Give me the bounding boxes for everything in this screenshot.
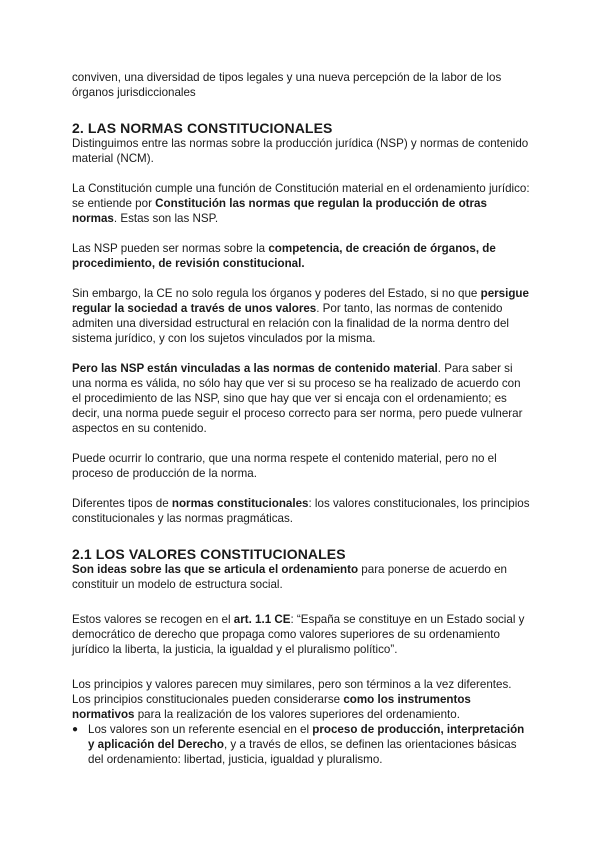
text-run: para ponerse de acuerdo en constituir un modelo de estructura social.: [72, 563, 507, 591]
text-run: La Constitución cumple una función de Constitución material en el ordenamiento jurídico: se entiende por: [72, 182, 530, 210]
section-2-paragraph-2: [72, 181, 532, 226]
section-2-paragraph-4: [72, 286, 532, 346]
bold-text-run: Pero las NSP están vinculadas a las normas de contenido material: [72, 362, 438, 375]
text-run: Estos valores se recogen en el: [72, 613, 234, 626]
bold-text-run: como los instrumentos normativos: [72, 693, 471, 721]
section-2-paragraph-6: Puede ocurrir lo contrario, que una norma respete el contenido material, pero no el proceso de producción de la norma.: [72, 452, 497, 480]
text-run: . Para saber si una norma es válida, no sólo hay que ver si su proceso se ha realizado de acuerdo con el procedimiento de las NSP, sino que hay que ver si encaja con el ordenamiento; es decir, una norma puede seguir el proceso correcto para ser norma, pero puede vulnerar aspectos en su contenido.: [72, 362, 523, 435]
text-run: Sin embargo, la CE no solo regula los órganos y poderes del Estado, si no que: [72, 287, 481, 300]
intro-text: conviven, una diversidad de tipos legales y una nueva percepción de la labor de los órganos jurisdiccionales: [72, 71, 502, 99]
text-run: Los valores son un referente esencial en el: [88, 723, 313, 736]
section-2-1-heading: 2.1 LOS VALORES CONSTITUCIONALES: [72, 546, 346, 562]
section-2-heading: 2. LAS NORMAS CONSTITUCIONALES: [72, 120, 333, 136]
bold-text-run: art. 1.1 CE: [233, 613, 291, 626]
list-item: [72, 722, 532, 767]
section-2-paragraph-3: [72, 241, 532, 271]
bullet-icon: ●: [72, 724, 79, 735]
text-run: : “España se constituye en un Estado social y democrático de derecho que propaga como valores superiores de su ordenamiento jurídico la liberta, la justicia, la igualdad y el pluralismo político”.: [72, 613, 525, 656]
bold-text-run: proceso de producción, interpretación y aplicación del Derecho: [88, 723, 525, 751]
intro-paragraph: [72, 70, 532, 100]
section-2-paragraph-1: Distinguimos entre las normas sobre la producción jurídica (NSP) y normas de contenido material (NCM).: [72, 137, 529, 165]
bold-text-run: persigue regular la sociedad a través de unos valores: [72, 287, 529, 315]
text-run: : los valores constitucionales, los principios constitucionales y las normas pragmáticas.: [72, 497, 530, 525]
section-2-paragraph-7: [72, 496, 532, 526]
text-run: para la realización de los valores superiores del ordenamiento.: [134, 708, 460, 721]
bold-text-run: Constitución las normas que regulan la producción de otras normas: [72, 197, 487, 225]
section-2-paragraph-5: [72, 361, 532, 436]
document-page: [72, 70, 532, 767]
text-run: Los principios y valores parecen muy similares, pero son términos a la vez diferentes. Los principios constitucionales pueden considerarse: [72, 678, 512, 706]
bold-text-run: Son ideas sobre las que se articula el ordenamiento: [72, 563, 359, 576]
text-run: Diferentes tipos de: [72, 497, 172, 510]
text-run: . Por tanto, las normas de contenido admiten una diversidad estructural en relación con la finalidad de la norma dentro del sistema jurídico, y con los sujetos vinculados por la misma.: [72, 302, 509, 345]
text-run: . Estas son las NSP.: [113, 212, 219, 225]
text-run: , y a través de ellos, se definen las orientaciones básicas del ordenamiento: libertad, justicia, igualdad y pluralismo.: [88, 738, 517, 766]
section-2-1-paragraph-1: [72, 562, 532, 592]
bold-text-run: normas constitucionales: [171, 497, 309, 510]
values-bullet-list: [72, 722, 532, 767]
text-run: Las NSP pueden ser normas sobre la: [72, 242, 269, 255]
bold-text-run: competencia, de creación de órganos, de procedimiento, de revisión constitucional.: [72, 242, 496, 270]
section-2-1-paragraph-3: [72, 677, 532, 722]
section-2-1-paragraph-2: [72, 612, 532, 657]
